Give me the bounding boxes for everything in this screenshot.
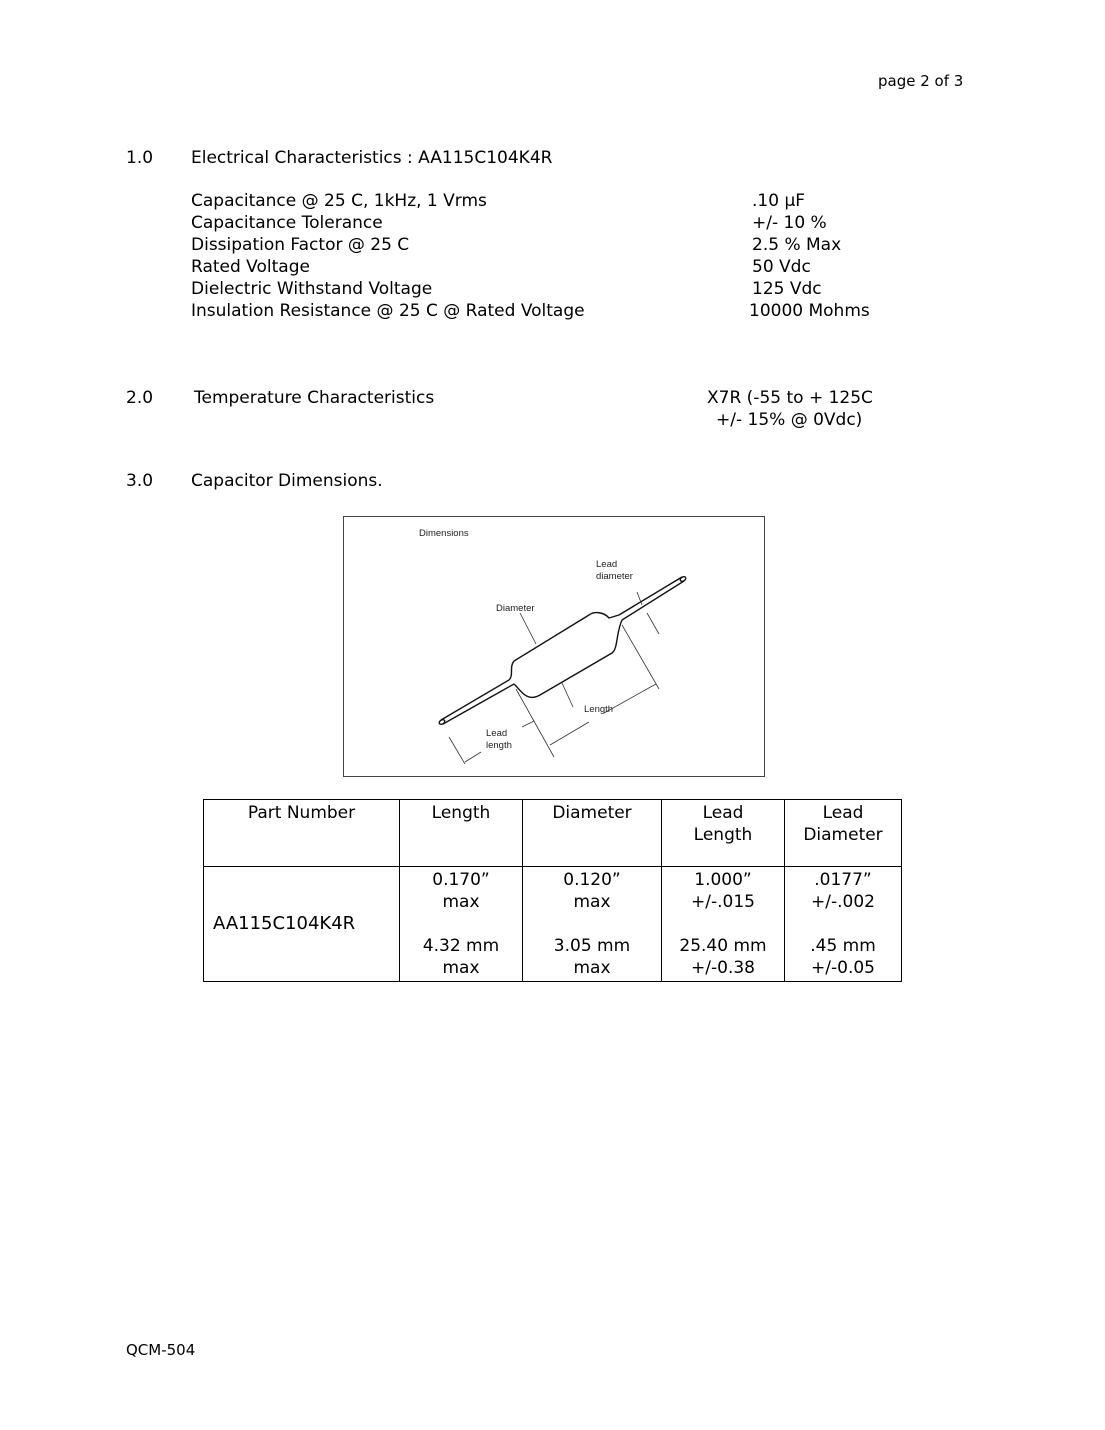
header-text: Part Number	[247, 803, 356, 823]
col-header-lead-diameter	[785, 800, 902, 867]
spec-value: 50 Vdc	[752, 257, 811, 277]
spec-value: 125 Vdc	[752, 279, 822, 299]
spec-value: 10000 Mohms	[749, 301, 870, 321]
col-header-part-number	[204, 800, 400, 867]
header-text: Lead	[702, 803, 744, 823]
figure-title: Dimensions	[419, 528, 469, 539]
temperature-value-line2: +/- 15% @ 0Vdc)	[716, 410, 863, 430]
cell-line: 0.120”	[563, 870, 621, 890]
cell-lead-diameter	[785, 867, 902, 982]
col-header-lead-length	[662, 800, 785, 867]
spec-label: Capacitance @ 25 C, 1kHz, 1 Vrms	[191, 191, 487, 211]
cell-line: max	[442, 892, 480, 912]
spec-label: Dielectric Withstand Voltage	[191, 279, 433, 299]
header-text: Lead	[822, 803, 864, 823]
page-indicator: page 2 of 3	[878, 72, 964, 90]
col-header-diameter	[523, 800, 662, 867]
col-header-length	[400, 800, 523, 867]
label-lead-length-2: length	[486, 740, 512, 751]
dimensions-table	[203, 799, 902, 982]
section-title: Electrical Characteristics : AA115C104K4R	[191, 148, 553, 168]
spec-label: Insulation Resistance @ 25 C @ Rated Voltage	[191, 301, 585, 321]
spec-label: Capacitance Tolerance	[191, 213, 383, 233]
cell-line: 25.40 mm	[679, 936, 767, 956]
cell-line: +/-.015	[691, 892, 755, 912]
spec-value: .10 µF	[752, 191, 806, 211]
section-number: 2.0	[126, 388, 154, 408]
label-lead-diameter-1: Lead	[596, 559, 618, 570]
spec-label: Rated Voltage	[191, 257, 310, 277]
cell-line: max	[442, 958, 480, 978]
cell-line: 1.000”	[694, 870, 752, 890]
table-row	[204, 867, 902, 982]
label-lead-diameter-2: diameter	[596, 571, 633, 582]
cell-line: +/-0.05	[811, 958, 875, 978]
cell-line: max	[573, 958, 611, 978]
cell-line: 3.05 mm	[553, 936, 631, 956]
section-number: 1.0	[126, 148, 154, 168]
cell-line: 4.32 mm	[422, 936, 500, 956]
cell-line: +/-0.38	[691, 958, 755, 978]
label-length: Length	[584, 704, 614, 715]
section-title: Capacitor Dimensions.	[191, 471, 383, 491]
cell-lead-length	[662, 867, 785, 982]
header-text: Length	[693, 825, 753, 845]
document-code: QCM-504	[126, 1341, 196, 1359]
dimensions-diagram	[343, 516, 765, 777]
cell-diameter	[523, 867, 662, 982]
header-text: Length	[431, 803, 491, 823]
section-title: Temperature Characteristics	[194, 388, 435, 408]
label-diameter: Diameter	[496, 603, 535, 614]
table-header-row	[204, 800, 902, 867]
cell-line: max	[573, 892, 611, 912]
cell-line: +/-.002	[811, 892, 875, 912]
spec-value: 2.5 % Max	[752, 235, 842, 255]
cell-line: .45 mm	[810, 936, 876, 956]
section-number: 3.0	[126, 471, 154, 491]
label-lead-length-1: Lead	[486, 728, 508, 739]
cell-line: .0177”	[814, 870, 872, 890]
cell-length	[400, 867, 523, 982]
cell-line: 0.170”	[432, 870, 490, 890]
header-text: Diameter	[552, 803, 632, 823]
spec-value: +/- 10 %	[752, 213, 827, 233]
header-text: Diameter	[803, 825, 883, 845]
temperature-value-line1: X7R (-55 to + 125C	[707, 388, 873, 408]
spec-label: Dissipation Factor @ 25 C	[191, 235, 410, 255]
cell-part-number: AA115C104K4R	[204, 867, 400, 982]
capacitor-drawing-icon	[344, 517, 764, 776]
